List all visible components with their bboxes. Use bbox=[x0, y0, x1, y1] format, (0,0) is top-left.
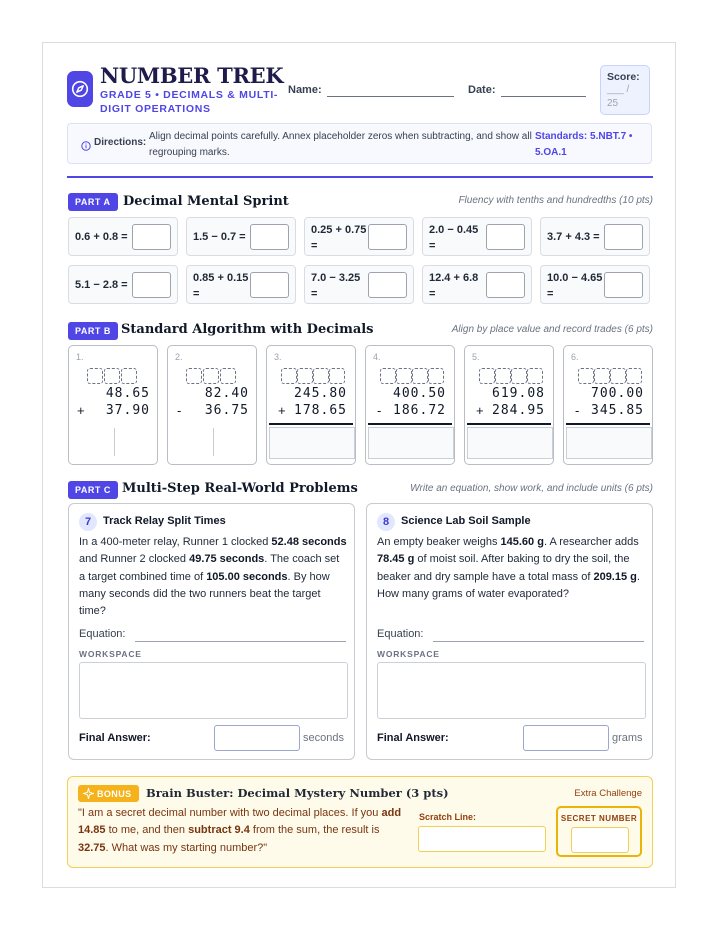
sprint-question: 0.6 + 0.8 = bbox=[75, 231, 128, 243]
final-answer-label: Final Answer: bbox=[79, 732, 151, 744]
page-subtitle: GRADE 5 • DECIMALS & MULTI-DIGIT OPERATIONS bbox=[100, 89, 279, 115]
trade-box[interactable] bbox=[380, 368, 396, 384]
part-a-note: Fluency with tenths and hundredths (10 pts) bbox=[458, 195, 653, 206]
answer-unit: grams bbox=[612, 732, 643, 744]
part-c-note: Write an equation, show work, and include units (6 pts) bbox=[410, 483, 653, 494]
trade-box[interactable] bbox=[495, 368, 511, 384]
trade-box[interactable] bbox=[396, 368, 412, 384]
workspace-area[interactable] bbox=[79, 662, 348, 719]
answer-area[interactable] bbox=[269, 427, 355, 459]
problem-number: 3. bbox=[274, 352, 282, 362]
workspace-label: WORKSPACE bbox=[377, 649, 440, 659]
compass-logo-icon bbox=[67, 71, 93, 107]
scratch-line-box[interactable] bbox=[418, 826, 546, 852]
final-answer-label: Final Answer: bbox=[377, 732, 449, 744]
problem-number: 4. bbox=[373, 352, 381, 362]
minuend: 400.50 bbox=[393, 386, 446, 401]
minuend: 82.40 bbox=[204, 386, 249, 401]
operator: + bbox=[476, 403, 484, 418]
trade-box[interactable] bbox=[626, 368, 642, 384]
problem-badge: 8 bbox=[377, 513, 395, 531]
workspace-label: WORKSPACE bbox=[79, 649, 142, 659]
subtrahend: 186.72 bbox=[393, 403, 446, 418]
sprint-card bbox=[540, 265, 650, 304]
bonus-title: Brain Buster: Decimal Mystery Number (3 pts) bbox=[146, 786, 449, 800]
trade-box[interactable] bbox=[313, 368, 329, 384]
directions-text: Align decimal points carefully. Annex placeholder zeros when subtracting, and show all regrouping marks. bbox=[149, 131, 532, 158]
extra-challenge-label: Extra Challenge bbox=[574, 788, 642, 799]
trade-box[interactable] bbox=[203, 368, 219, 384]
trade-box[interactable] bbox=[297, 368, 313, 384]
sprint-question: 12.4 + 6.8 = bbox=[429, 272, 479, 300]
equation-label: Equation: bbox=[79, 628, 126, 640]
answer-area[interactable] bbox=[566, 427, 652, 459]
part-a-title: Decimal Mental Sprint bbox=[123, 194, 289, 209]
sprint-card bbox=[540, 217, 650, 256]
sprint-question: 3.7 + 4.3 = bbox=[547, 231, 600, 243]
bonus-box bbox=[67, 776, 653, 868]
subtrahend: 345.85 bbox=[591, 403, 644, 418]
date-field[interactable] bbox=[501, 95, 586, 97]
trade-box[interactable] bbox=[412, 368, 428, 384]
answer-unit: seconds bbox=[303, 732, 344, 744]
sprint-question: 0.25 + 0.75 = bbox=[311, 224, 367, 252]
score-value: ___ / 25 bbox=[607, 84, 630, 109]
trade-box[interactable] bbox=[281, 368, 297, 384]
equation-line[interactable] bbox=[433, 640, 644, 642]
sprint-card bbox=[68, 217, 178, 256]
trade-box[interactable] bbox=[104, 368, 120, 384]
algorithm-card bbox=[563, 345, 653, 465]
decimal-guide bbox=[114, 428, 115, 456]
sprint-card bbox=[304, 217, 414, 256]
problem-text: In a 400-meter relay, Runner 1 clocked 52.48 seconds and Runner 2 clocked 49.75 seconds. The coach set a target combined time of 105.00 seconds. By how many seconds did the two runners beat the target time? bbox=[79, 536, 347, 618]
sprint-answer-box[interactable] bbox=[486, 272, 525, 298]
addend-bottom: 178.65 bbox=[294, 403, 347, 418]
algorithm-card bbox=[68, 345, 158, 465]
algorithm-card bbox=[167, 345, 257, 465]
part-b-note: Align by place value and record trades (6 pts) bbox=[451, 324, 653, 335]
trade-box[interactable] bbox=[511, 368, 527, 384]
trade-box[interactable] bbox=[329, 368, 345, 384]
sprint-card bbox=[186, 265, 296, 304]
equation-line[interactable] bbox=[135, 640, 346, 642]
problem-number: 2. bbox=[175, 352, 183, 362]
scratch-line-label: Scratch Line: bbox=[419, 812, 477, 822]
sprint-question: 7.0 − 3.25 = bbox=[311, 272, 361, 300]
sprint-question: 2.0 − 0.45 = bbox=[429, 224, 479, 252]
header-divider bbox=[67, 176, 653, 178]
secret-number-label: SECRET NUMBER bbox=[560, 814, 638, 823]
worksheet bbox=[42, 42, 676, 888]
workspace-area[interactable] bbox=[377, 662, 646, 719]
trade-box[interactable] bbox=[594, 368, 610, 384]
sprint-card bbox=[186, 217, 296, 256]
sprint-answer-box[interactable] bbox=[368, 272, 407, 298]
operator: - bbox=[377, 403, 382, 418]
problem-title: Science Lab Soil Sample bbox=[401, 515, 531, 527]
sprint-answer-box[interactable] bbox=[250, 272, 289, 298]
sparkle-icon bbox=[83, 788, 94, 799]
trade-box[interactable] bbox=[220, 368, 236, 384]
operator: - bbox=[575, 403, 580, 418]
bonus-text: "I am a secret decimal number with two decimal places. If you add 14.85 to me, and then subtract 9.4 from the sum, the result is 32.75. What was my starting number?" bbox=[78, 807, 402, 854]
difference-bar bbox=[566, 423, 650, 425]
trade-box[interactable] bbox=[428, 368, 444, 384]
sprint-answer-box[interactable] bbox=[132, 272, 171, 298]
sprint-answer-box[interactable] bbox=[604, 224, 643, 250]
score-box[interactable] bbox=[600, 65, 650, 115]
directions-label: Directions: bbox=[94, 137, 147, 148]
sum-bar bbox=[467, 423, 551, 425]
sprint-question: 1.5 − 0.7 = bbox=[193, 231, 246, 243]
part-b-tag: PART B bbox=[68, 322, 118, 340]
equation-label: Equation: bbox=[377, 628, 424, 640]
operator: + bbox=[278, 403, 286, 418]
trade-box[interactable] bbox=[121, 368, 137, 384]
secret-number-input[interactable] bbox=[571, 827, 629, 853]
standards-text: Standards: 5.NBT.7 • 5.OA.1 bbox=[535, 131, 633, 158]
problem-number: 1. bbox=[76, 352, 84, 362]
problem-title: Track Relay Split Times bbox=[103, 515, 226, 527]
problem-number: 5. bbox=[472, 352, 480, 362]
score-label: Score: bbox=[607, 71, 640, 83]
sprint-card bbox=[422, 217, 532, 256]
trade-box[interactable] bbox=[578, 368, 594, 384]
sprint-question: 5.1 − 2.8 = bbox=[75, 279, 128, 291]
addend-bottom: 284.95 bbox=[492, 403, 545, 418]
problem-text: An empty beaker weighs 145.60 g. A researcher adds 78.45 g of moist soil. After baking to dry the soil, the beaker and dry sample have a total mass of 209.15 g. How many grams of water evaporated? bbox=[377, 536, 640, 600]
sprint-card bbox=[68, 265, 178, 304]
answer-area[interactable] bbox=[467, 427, 553, 459]
page-title: NUMBER TREK bbox=[100, 63, 284, 88]
sum-bar bbox=[269, 423, 353, 425]
trade-box[interactable] bbox=[527, 368, 543, 384]
addend-top: 48.65 bbox=[105, 386, 150, 401]
bonus-tag-label: BONUS bbox=[97, 788, 132, 799]
part-a-tag: PART A bbox=[68, 193, 118, 211]
sprint-card bbox=[304, 265, 414, 304]
trade-box[interactable] bbox=[186, 368, 202, 384]
addend-bottom: 37.90 bbox=[105, 403, 150, 418]
final-answer-box[interactable] bbox=[523, 725, 609, 751]
part-b-title: Standard Algorithm with Decimals bbox=[121, 322, 374, 337]
sprint-answer-box[interactable] bbox=[368, 224, 407, 250]
bonus-tag bbox=[78, 785, 139, 802]
operator: + bbox=[77, 403, 85, 418]
name-field[interactable] bbox=[327, 95, 454, 97]
date-label: Date: bbox=[468, 84, 496, 96]
trade-box[interactable] bbox=[479, 368, 495, 384]
sprint-card bbox=[422, 265, 532, 304]
answer-area[interactable] bbox=[368, 427, 454, 459]
sprint-answer-box[interactable] bbox=[132, 224, 171, 250]
part-c-title: Multi-Step Real-World Problems bbox=[122, 481, 358, 496]
sprint-question: 0.85 + 0.15 = bbox=[193, 272, 249, 300]
sprint-answer-box[interactable] bbox=[486, 224, 525, 250]
addend-top: 619.08 bbox=[492, 386, 545, 401]
sprint-answer-box[interactable] bbox=[250, 224, 289, 250]
decimal-guide bbox=[213, 428, 214, 456]
difference-bar bbox=[368, 423, 452, 425]
trade-box[interactable] bbox=[610, 368, 626, 384]
subtrahend: 36.75 bbox=[204, 403, 249, 418]
algorithm-card bbox=[464, 345, 554, 465]
info-icon bbox=[81, 138, 91, 156]
sprint-question: 10.0 − 4.65 = bbox=[547, 272, 603, 300]
trade-box[interactable] bbox=[87, 368, 103, 384]
problem-badge: 7 bbox=[79, 513, 97, 531]
operator: - bbox=[177, 403, 182, 418]
final-answer-box[interactable] bbox=[214, 725, 300, 751]
problem-number: 6. bbox=[571, 352, 579, 362]
minuend: 700.00 bbox=[591, 386, 644, 401]
part-c-tag: PART C bbox=[68, 481, 118, 499]
algorithm-card bbox=[266, 345, 356, 465]
name-label: Name: bbox=[288, 84, 322, 96]
problem-card-7 bbox=[68, 503, 355, 760]
problem-card-8 bbox=[366, 503, 653, 760]
secret-number-box bbox=[556, 806, 642, 857]
algorithm-card bbox=[365, 345, 455, 465]
addend-top: 245.80 bbox=[294, 386, 347, 401]
directions-box bbox=[67, 123, 652, 164]
sprint-answer-box[interactable] bbox=[604, 272, 643, 298]
